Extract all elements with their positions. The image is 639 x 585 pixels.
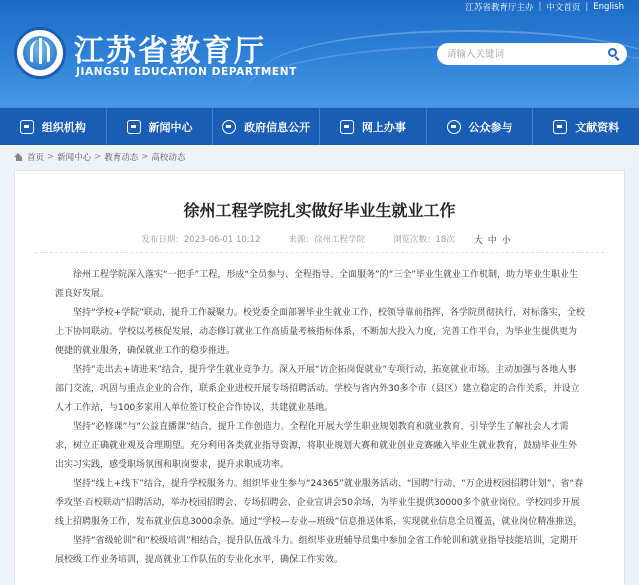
paragraph: 徐州工程学院深入落实“一把手”工程，形成“全员参与、全程指导、全面服务”的“三全”毕业生就业工作机制，助力毕业生职业生涯良好发展。 xyxy=(55,270,578,299)
paragraph: 坚持“学校+学院”联动，提升工作凝聚力。校党委全面部署毕业生就业工作，校领导靠前指挥，各学院贯彻执行，对标落实，全校上下协同联动。学校以考核促发展，动态修订就业工作高质量考核指标体系，不断加大投入力度，完善工作平台，为毕业生提供更为便捷的就业服务，确保就业工作的稳步推进。 xyxy=(55,308,585,356)
service-icon xyxy=(340,120,354,134)
breadcrumb-news[interactable]: 新闻中心 xyxy=(57,153,92,163)
nav-item-participate[interactable] xyxy=(427,108,534,145)
search-input[interactable] xyxy=(447,49,595,60)
site-subtitle: JIANGSU EDUCATION DEPARTMENT xyxy=(76,66,297,78)
view-count: 浏览次数：18次 xyxy=(393,235,455,245)
article-meta xyxy=(15,232,624,246)
site-title[interactable]: 江苏省教育厅 xyxy=(74,34,266,69)
publish-date: 发布日期：2023-06-01 10:12 xyxy=(141,235,261,245)
main-nav xyxy=(0,107,639,145)
nav-label: 新闻中心 xyxy=(148,120,193,134)
document-icon xyxy=(553,120,567,134)
breadcrumb xyxy=(14,150,185,164)
separator: | xyxy=(538,2,542,12)
font-large-button[interactable]: 大 xyxy=(473,235,483,246)
nav-label: 组织机构 xyxy=(41,120,86,134)
paragraph: 坚持“省级轮训”和“校级培训”相结合，提升队伍战斗力。组织毕业班辅导员集中参加全省工作轮训和就业指导技能培训，定期开展校级工作业务培训，提高就业工作队伍的专业化水平，确保工作实效。 xyxy=(55,536,578,565)
nav-label: 文献资料 xyxy=(575,120,620,134)
article-panel xyxy=(14,170,625,585)
nav-label: 网上办事 xyxy=(361,120,406,134)
nav-item-info[interactable] xyxy=(213,108,320,145)
nav-item-service[interactable] xyxy=(320,108,427,145)
news-icon xyxy=(127,120,141,134)
article-title: 徐州工程学院扎实做好毕业生就业工作 xyxy=(183,201,456,220)
breadcrumb-university-news[interactable]: 高校动态 xyxy=(151,153,186,163)
participate-icon xyxy=(447,120,461,134)
nav-item-documents[interactable] xyxy=(533,108,639,145)
org-icon xyxy=(20,120,34,134)
english-link[interactable]: English xyxy=(593,2,624,12)
breadcrumb-home[interactable]: 首页 xyxy=(27,153,45,163)
nav-item-org[interactable] xyxy=(0,108,107,145)
font-small-button[interactable]: 小 xyxy=(501,235,511,246)
logo-icon[interactable] xyxy=(14,27,66,79)
separator: | xyxy=(585,2,589,12)
chinese-home-link[interactable]: 中文首页 xyxy=(546,3,581,13)
article-source: 来源：徐州工程学院 xyxy=(288,235,365,245)
search-box xyxy=(437,43,627,65)
font-medium-button[interactable]: 中 xyxy=(487,235,497,246)
top-links xyxy=(461,0,629,14)
paragraph: 坚持“走出去+请进来”结合，提升学生就业竞争力。深入开展“访企拓岗促就业”专项行动，拓宽就业市场。主动加强与各地人事部门交流，巩固与重点企业的合作，联系企业进校开展专场招聘活动。学校与省内外30多个市（县区）建立稳定的合作关系，并设立人才工作站，与100多家用人单位签订校企合作协议，共建就业基地。 xyxy=(55,365,580,413)
font-size-switcher xyxy=(473,233,512,246)
home-icon xyxy=(14,153,23,161)
paragraph: 坚持“必修课”与“公益直播课”结合，提升工作创造力。全程化开展大学生职业规划教育和就业教育，引导学生了解社会人才需求，树立正确就业观及合理期望。充分利用各类就业指导资源，将职业规划大赛和就业创业竞赛融入毕业生就业教育，鼓励毕业生外出实习实践，感受职场氛围和职岗要求，提升求职成功率。 xyxy=(55,422,578,470)
info-icon xyxy=(222,120,236,134)
host-label: 江苏省教育厅主办 xyxy=(465,3,534,13)
paragraph: 坚持“线上+线下”结合，提升学校服务力。组织毕业生参与“24365”就业服务活动、“国聘”行动、“万企进校园招聘计划”、省“春季攻坚·百校联动”招聘活动，举办校园招聘会、专场招聘会、企业宣讲会50余场，为毕业生提供30000多个就业岗位。学校同步开展线上招聘服务工作，发布就业信息3000余条。通过“学校—专业—班级”信息推送体系，实现就业信息全员覆盖，就业岗位精准推送。 xyxy=(55,479,584,527)
site-header xyxy=(0,0,639,107)
search-icon[interactable] xyxy=(607,47,621,61)
breadcrumb-separator: > xyxy=(47,152,55,162)
nav-label: 公众参与 xyxy=(468,120,513,134)
breadcrumb-edu-news[interactable]: 教育动态 xyxy=(104,153,139,163)
article-body xyxy=(55,266,585,570)
breadcrumb-separator: > xyxy=(94,152,102,162)
nav-item-news[interactable] xyxy=(107,108,214,145)
nav-label: 政府信息公开 xyxy=(244,120,311,134)
breadcrumb-separator: > xyxy=(141,152,149,162)
divider xyxy=(35,252,604,253)
